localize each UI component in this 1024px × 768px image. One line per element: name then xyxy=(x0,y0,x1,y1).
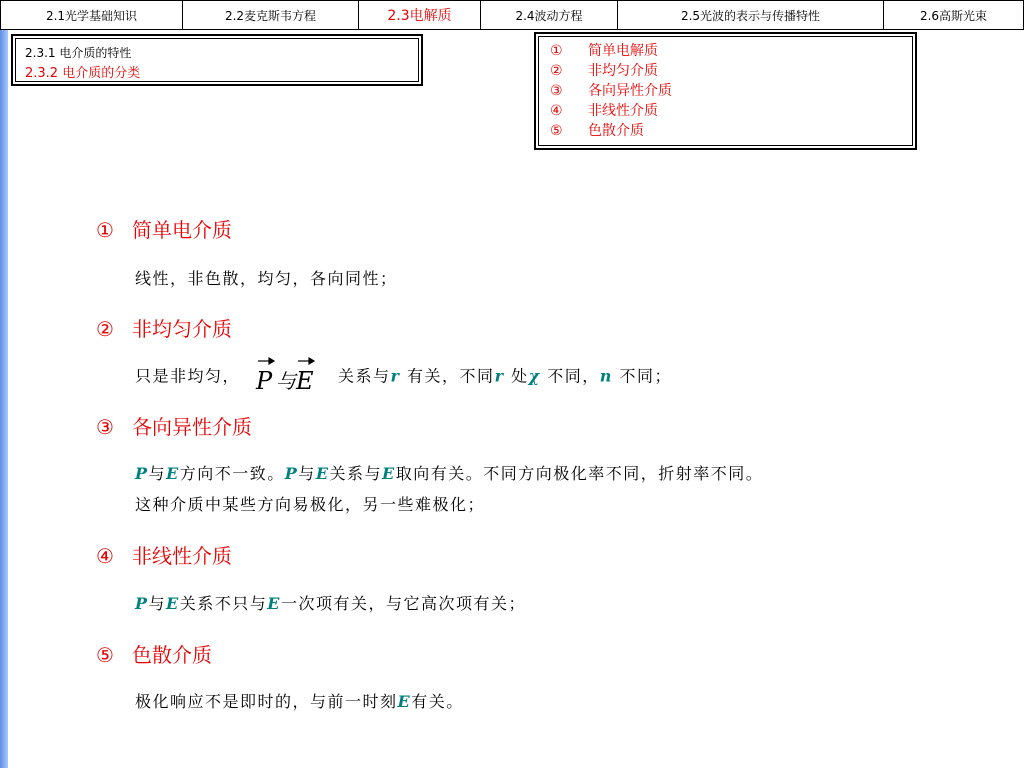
var-p: P xyxy=(135,594,149,613)
var-p: P xyxy=(135,464,149,483)
tab-2-2[interactable]: 2.2麦克斯韦方程 xyxy=(183,0,359,30)
text-run: 关系与 xyxy=(329,464,383,483)
text-run: 取向有关。不同方向极化率不同，折射率不同。 xyxy=(395,464,764,483)
outline-box-inner xyxy=(538,36,913,146)
outline-num: ④ xyxy=(550,103,563,119)
section-heading-3 xyxy=(96,411,252,440)
var-r: r xyxy=(390,366,401,386)
tab-2-3[interactable]: 2.3电解质 xyxy=(359,0,481,30)
outline-label: 各向异性介质 xyxy=(588,83,672,99)
section-1-text: 线性，非色散，均匀，各向同性； xyxy=(135,269,398,288)
vector-p: P xyxy=(256,367,273,395)
vector-arrows-icon xyxy=(254,355,316,395)
section-heading-2 xyxy=(96,313,232,342)
var-e: E xyxy=(382,464,396,483)
var-n: n xyxy=(599,366,613,386)
var-e: E xyxy=(166,594,180,613)
section-title: 非均匀介质 xyxy=(132,317,232,341)
var-chi: χ xyxy=(528,366,541,386)
section-3-text-line-2: 这种介质中某些方向易极化，另一些难极化； xyxy=(135,495,486,514)
vector-e: E xyxy=(296,367,314,395)
var-e: E xyxy=(166,464,180,483)
section-num: ④ xyxy=(96,544,114,568)
var-e: E xyxy=(315,464,330,483)
var-p: P xyxy=(284,464,299,483)
text-run: 与 xyxy=(298,464,316,483)
outline-num: ⑤ xyxy=(550,123,563,139)
section-3-text-line-1 xyxy=(135,461,763,484)
section-heading-1 xyxy=(96,214,232,243)
text-run: 关系不只与 xyxy=(179,594,268,613)
subnav-item-2-3-2[interactable]: 2.3.2 电介质的分类 xyxy=(25,66,141,81)
tab-2-4[interactable]: 2.4波动方程 xyxy=(481,0,618,30)
text-run: 一次项有关，与它高次项有关； xyxy=(280,594,526,613)
subnav-box xyxy=(11,34,423,86)
section-title: 各向异性介质 xyxy=(132,415,252,439)
text-run: 与 xyxy=(148,464,167,483)
text-run: 不同， xyxy=(540,366,600,386)
text-run: 极化响应不是即时的，与前一时刻 xyxy=(135,692,398,711)
outline-item-2[interactable] xyxy=(550,60,658,80)
section-2-text xyxy=(135,363,672,395)
p-e-vector-expression xyxy=(254,363,316,395)
tab-2-6[interactable]: 2.6高斯光束 xyxy=(884,0,1024,30)
text-run: 不同； xyxy=(612,366,672,386)
outline-item-4[interactable] xyxy=(550,100,658,120)
tab-2-5[interactable]: 2.5光波的表示与传播特性 xyxy=(618,0,884,30)
outline-box xyxy=(534,32,917,150)
section-num: ⑤ xyxy=(96,643,114,667)
outline-label: 非均匀介质 xyxy=(588,63,658,79)
outline-item-5[interactable] xyxy=(550,120,644,140)
left-decorative-bar xyxy=(0,0,8,768)
var-r: r xyxy=(494,366,505,386)
section-title: 色散介质 xyxy=(132,643,212,667)
outline-num: ③ xyxy=(550,83,563,99)
section-5-text xyxy=(135,689,464,712)
tab-2-1[interactable]: 2.1光学基础知识 xyxy=(0,0,183,30)
section-title: 简单电介质 xyxy=(132,218,232,242)
outline-label: 非线性介质 xyxy=(588,103,658,119)
outline-item-3[interactable] xyxy=(550,80,672,100)
subnav-box-inner xyxy=(15,38,419,82)
outline-item-1[interactable] xyxy=(550,40,658,60)
vector-yu: 与 xyxy=(276,369,297,393)
outline-label: 简单电解质 xyxy=(588,43,658,59)
text-run: 关系与 xyxy=(338,366,391,386)
top-nav xyxy=(0,0,1024,31)
text-run: 有关，不同 xyxy=(400,366,495,386)
section-title: 非线性介质 xyxy=(132,544,232,568)
section-heading-5 xyxy=(96,639,212,668)
section-heading-4 xyxy=(96,540,232,569)
text-run: 方向不一致。 xyxy=(179,464,285,483)
section-num: ② xyxy=(96,317,114,341)
section-num: ③ xyxy=(96,415,114,439)
section-num: ① xyxy=(96,218,114,242)
text-run: 处 xyxy=(504,366,529,386)
outline-num: ① xyxy=(550,43,563,59)
text-run: 只是非均匀， xyxy=(135,366,241,386)
subnav-item-2-3-1[interactable]: 2.3.1 电介质的特性 xyxy=(25,46,132,60)
text-run: 与 xyxy=(148,594,167,613)
outline-label: 色散介质 xyxy=(588,123,644,139)
outline-num: ② xyxy=(550,63,563,79)
section-4-text xyxy=(135,591,526,614)
var-e: E xyxy=(397,692,412,711)
text-run: 有关。 xyxy=(411,692,464,711)
var-e: E xyxy=(267,594,281,613)
